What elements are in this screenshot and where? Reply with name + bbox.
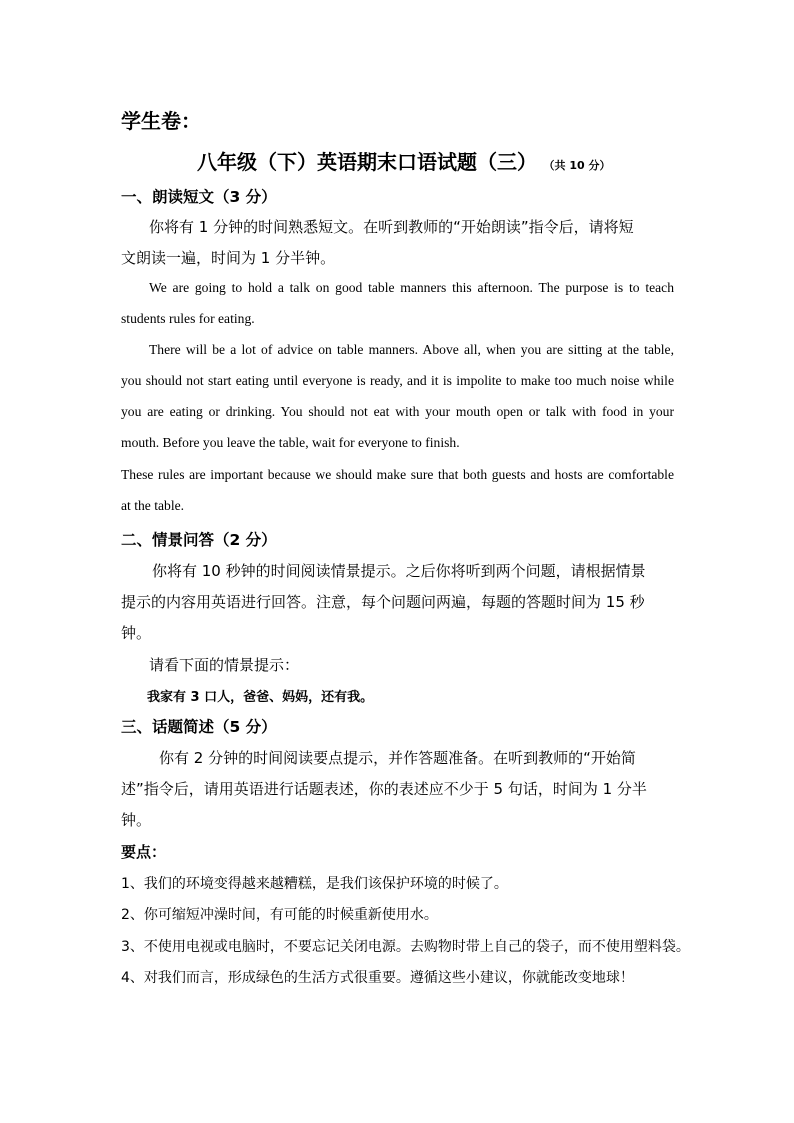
student-label: 学生卷： bbox=[121, 109, 201, 133]
section1-heading: 一、朗读短文（3 分） bbox=[121, 188, 277, 206]
section2-instruction-line3: 钟。 bbox=[121, 624, 152, 642]
passage-line: These rules are important because we should make sure that both guests and hosts are comfortable bbox=[121, 467, 674, 482]
section2-instruction-line2: 提示的内容用英语进行回答。注意，每个问题问两遍，每题的答题时间为 15 秒 bbox=[121, 593, 645, 611]
key-point: 2、你可缩短冲澡时间，有可能的时候重新使用水。 bbox=[121, 907, 438, 923]
passage-line: you are eating or drinking. You should not eat with your mouth open or talk with food in your bbox=[121, 404, 674, 419]
section1-instruction-line2: 文朗读一遍，时间为 1 分半钟。 bbox=[121, 249, 336, 267]
key-point: 4、对我们而言，形成绿色的生活方式很重要。遵循这些小建议，你就能改变地球！ bbox=[121, 970, 634, 986]
exam-title bbox=[197, 146, 610, 175]
section2-heading: 二、情景问答（2 分） bbox=[121, 531, 277, 549]
section3-instruction-line1: 你有 2 分钟的时间阅读要点提示，并作答题准备。在听到教师的“开始简 bbox=[159, 749, 636, 767]
section3-instruction-line3: 钟。 bbox=[121, 811, 152, 829]
passage-line: students rules for eating. bbox=[121, 311, 255, 326]
total-score: （共 10 分） bbox=[549, 159, 611, 172]
section2-instruction-line1: 你将有 10 秒钟的时间阅读情景提示。之后你将听到两个问题，请根据情景 bbox=[152, 562, 646, 580]
section1-instruction-line1: 你将有 1 分钟的时间熟悉短文。在听到教师的“开始朗读”指令后，请将短 bbox=[149, 218, 634, 236]
passage-line: mouth. Before you leave the table, wait for everyone to finish. bbox=[121, 435, 460, 450]
key-point: 3、不使用电视或电脑时，不要忘记关闭电源。去购物时带上自己的袋子，而不使用塑料袋。 bbox=[121, 939, 690, 955]
section3-heading: 三、话题简述（5 分） bbox=[121, 718, 277, 736]
passage-line: We are going to hold a talk on good table manners this afternoon. The purpose is to teach bbox=[149, 280, 674, 295]
key-point: 1、我们的环境变得越来越糟糕，是我们该保护环境的时候了。 bbox=[121, 876, 508, 892]
section2-scenario: 我家有 3 口人，爸爸、妈妈，还有我。 bbox=[147, 690, 374, 705]
passage-line: you should not start eating until everyone is ready, and it is impolite to make too much noise while bbox=[121, 373, 674, 388]
section2-prompt-label: 请看下面的情景提示： bbox=[149, 656, 300, 674]
exam-title-text: 八年级（下）英语期末口语试题（三） bbox=[197, 150, 537, 174]
passage-line: at the table. bbox=[121, 498, 185, 513]
section3-instruction-line2: 述”指令后，请用英语进行话题表述，你的表述应不少于 5 句话，时间为 1 分半 bbox=[121, 780, 647, 798]
passage-line: There will be a lot of advice on table manners. Above all, when you are sitting at the table, bbox=[149, 342, 674, 357]
section3-points-label: 要点： bbox=[121, 843, 167, 861]
